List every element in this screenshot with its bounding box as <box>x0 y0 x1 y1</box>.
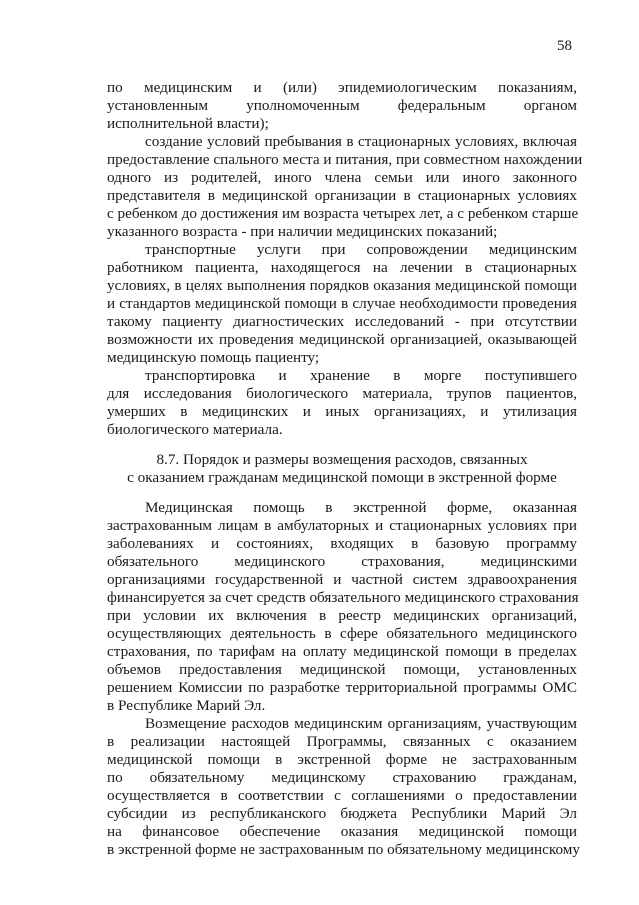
text-line: одного из родителей, иного члена семьи или иного законного <box>107 169 577 186</box>
text-line: умерших в медицинских и иных организациях, и утилизация <box>107 403 577 420</box>
text-line: при условии их включения в реестр медицинских организаций, <box>107 607 577 624</box>
text-line: по обязательному медицинскому страхованию гражданам, <box>107 769 577 786</box>
text-line: транспортные услуги при сопровождении медицинским <box>145 241 577 258</box>
text-line: и стандартов медицинской помощи в случае необходимости проведения <box>107 295 577 312</box>
text-line: Медицинская помощь в экстренной форме, оказанная <box>145 499 577 516</box>
text-line: с ребенком до достижения им возраста четырех лет, а с ребенком старше <box>107 205 579 222</box>
text-line: предоставление спального места и питания, при совместном нахождении <box>107 151 583 168</box>
text-line: осуществляется в соответствии с соглашениями о предоставлении <box>107 787 577 804</box>
text-line: в экстренной форме не застрахованным по обязательному медицинскому <box>107 841 580 858</box>
section-heading-line: с оказанием гражданам медицинской помощи в экстренной форме <box>127 469 557 486</box>
text-line: решением Комиссии по разработке территориальной программы ОМС <box>107 679 577 696</box>
text-line: в реализации настоящей Программы, связанных с оказанием <box>107 733 577 750</box>
text-line: транспортировка и хранение в морге поступившего <box>145 367 577 384</box>
text-line: такому пациенту диагностических исследований - при отсутствии <box>107 313 577 330</box>
text-line: объемов предоставления медицинской помощи, установленных <box>107 661 577 678</box>
text-line: осуществляющих деятельность в сфере обязательного медицинского <box>107 625 577 642</box>
text-line: биологического материала. <box>107 421 283 438</box>
text-line: обязательного медицинского страхования, медицинскими <box>107 553 577 570</box>
text-line: установленным уполномоченным федеральным органом <box>107 97 577 114</box>
text-line: указанного возраста - при наличии медицинских показаний; <box>107 223 498 240</box>
text-line: Возмещение расходов медицинским организациям, участвующим <box>145 715 577 732</box>
text-line: субсидии из республиканского бюджета Республики Марий Эл <box>107 805 577 822</box>
text-line: страхования, по тарифам на оплату медицинской помощи в пределах <box>107 643 577 660</box>
text-line: для исследования биологического материала, трупов пациентов, <box>107 385 577 402</box>
text-line: организациями государственной и частной систем здравоохранения <box>107 571 577 588</box>
text-line: на финансовое обеспечение оказания медицинской помощи <box>107 823 577 840</box>
text-line: исполнительной власти); <box>107 115 269 132</box>
page-number: 58 <box>557 38 572 54</box>
text-line: по медицинским и (или) эпидемиологическим показаниям, <box>107 79 577 96</box>
text-line: работником пациента, находящегося на лечении в стационарных <box>107 259 577 276</box>
text-line: заболеваниях и состояниях, входящих в базовую программу <box>107 535 577 552</box>
text-line: в Республике Марий Эл. <box>107 697 266 714</box>
text-line: медицинскую помощь пациенту; <box>107 349 320 366</box>
text-line: представителя в медицинской организации в стационарных условиях <box>107 187 577 204</box>
text-line: условиях, в целях выполнения порядков оказания медицинской помощи <box>107 277 577 294</box>
section-heading-line: 8.7. Порядок и размеры возмещения расходов, связанных <box>156 451 528 468</box>
text-line: возможности их проведения медицинской организацией, оказывающей <box>107 331 577 348</box>
text-line: финансируется за счет средств обязательного медицинского страхования <box>107 589 579 606</box>
text-line: застрахованным лицам в амбулаторных и стационарных условиях при <box>107 517 577 534</box>
text-line: создание условий пребывания в стационарных условиях, включая <box>145 133 577 150</box>
text-line: медицинской помощи в экстренной форме не застрахованным <box>107 751 577 768</box>
